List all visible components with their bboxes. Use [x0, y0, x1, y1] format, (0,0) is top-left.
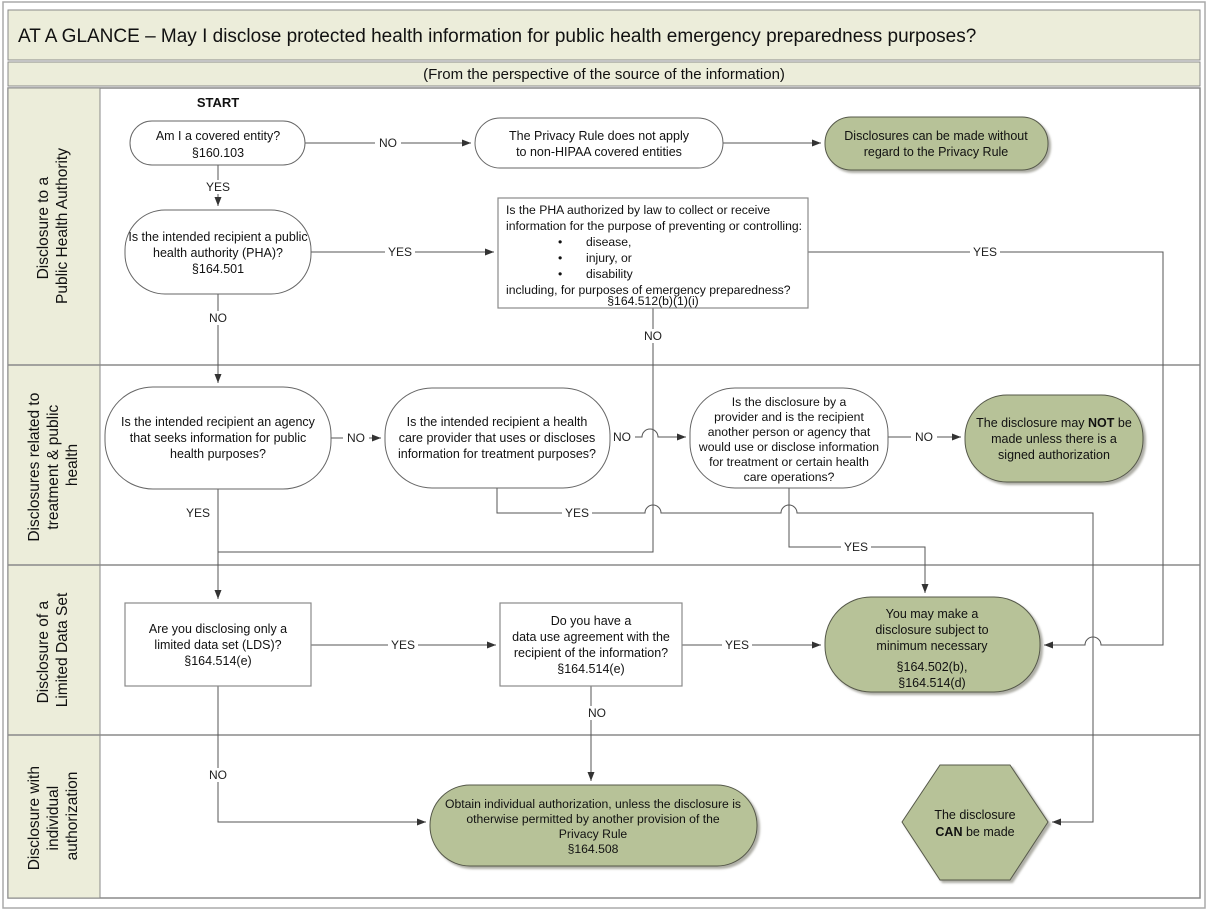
svg-text:Privacy Rule: Privacy Rule [558, 827, 628, 841]
bullet-disease: • disease, [558, 235, 632, 249]
label-yes-agency [183, 506, 213, 520]
svg-text:disclosure subject to: disclosure subject to [875, 623, 989, 637]
node-rule-not-apply [475, 118, 723, 168]
svg-text:Is the PHA authorized by law: Is the PHA authorized by law to collect or receive [506, 203, 771, 217]
lane-label-treatment-public-health: Disclosures related to treatment & public health [26, 392, 81, 542]
svg-text:including, for purposes of eme: including, for purposes of emergency preparedness? [506, 283, 791, 297]
svg-text:health purposes?: health purposes? [170, 447, 266, 461]
svg-text:Is the intended recipient a he: Is the intended recipient a health [406, 415, 588, 429]
node-agency-recipient [105, 387, 331, 489]
svg-text:made unless there is a: made unless there is a [991, 432, 1117, 446]
svg-text:regard to the Privacy Rule: regard to the Privacy Rule [863, 145, 1009, 159]
bullet-injury: • injury, or [558, 251, 632, 265]
svg-text:YES: YES [390, 638, 416, 652]
node-limited-data-set [125, 603, 311, 686]
svg-text:information for the purpose of: information for the purpose of preventing or controlling: [506, 219, 803, 233]
svg-text:recipient of the information?: recipient of the information? [513, 646, 669, 660]
label-no-lds [205, 768, 231, 782]
lane-label-individual-authorization: Disclosure with individual authorization [26, 766, 81, 871]
svg-text:NO: NO [613, 430, 631, 444]
label-no-agency [343, 431, 369, 445]
svg-text:NO: NO [379, 136, 397, 150]
svg-text:YES: YES [972, 245, 998, 259]
svg-text:information for treatment purp: information for treatment purposes? [397, 447, 597, 461]
svg-text:Are you disclosing only a: Are you disclosing only a [148, 622, 288, 636]
label-yes-provider [562, 506, 592, 520]
node-pha-recipient [125, 210, 311, 294]
svg-text:Is the intended recipient a pu: Is the intended recipient a public [128, 230, 308, 244]
svg-text:§164.508: §164.508 [567, 842, 619, 856]
can-be-made-line2: CAN be made [935, 825, 1015, 839]
svg-text:Do you have a: Do you have a [550, 614, 632, 628]
label-yes-dua [722, 638, 752, 652]
label-yes-pha [385, 245, 415, 259]
svg-text:NO: NO [644, 329, 662, 343]
label-no-dua [584, 706, 610, 720]
label-no-disclosure [911, 430, 937, 444]
svg-text:care provider that uses or dis: care provider that uses or discloses [398, 431, 596, 445]
svg-text:Is the disclosure by a: Is the disclosure by a [731, 395, 847, 409]
without-regard-shape [825, 117, 1048, 170]
svg-text:YES: YES [185, 506, 211, 520]
svg-text:minimum necessary: minimum necessary [876, 639, 988, 653]
node-minimum-necessary [825, 597, 1040, 692]
svg-text:NO: NO [209, 311, 227, 325]
label-yes-covered [203, 180, 233, 194]
svg-text:§164.514(d): §164.514(d) [898, 676, 966, 690]
label-yes-lds [388, 638, 418, 652]
svg-text:Is the intended recipient an a: Is the intended recipient an agency [121, 415, 315, 429]
node-obtain-authorization [430, 785, 757, 866]
lane-label-public-health-authority: Disclosure to a Public Health Authority [35, 148, 71, 304]
svg-text:YES: YES [724, 638, 750, 652]
svg-text:would use or disclose informat: would use or disclose information [698, 440, 880, 454]
node-provider-disclosure [690, 388, 888, 488]
svg-text:You may make a: You may make a [885, 607, 979, 621]
svg-text:§164.514(e): §164.514(e) [184, 654, 252, 668]
node-data-use-agreement [500, 603, 682, 686]
label-no-pha [205, 311, 231, 325]
svg-text:NO: NO [588, 706, 606, 720]
svg-text:data use agreement with the: data use agreement with the [512, 630, 670, 644]
lane-label-limited-data-set: Disclosure of a Limited Data Set [35, 592, 71, 708]
svg-text:YES: YES [205, 180, 231, 194]
bullet-disability: • disability [558, 267, 633, 281]
svg-text:health authority (PHA)?: health authority (PHA)? [153, 246, 283, 260]
node-pha-authorized [498, 198, 808, 308]
svg-text:The Privacy Rule does not appl: The Privacy Rule does not apply [509, 129, 689, 143]
label-no-covered [375, 136, 401, 150]
svg-text:§164.502(b),: §164.502(b), [896, 660, 968, 674]
svg-text:NO: NO [347, 431, 365, 445]
svg-text:§164.501: §164.501 [191, 262, 245, 276]
svg-text:Am I a covered entity?: Am I a covered entity? [155, 129, 281, 143]
svg-text:NO: NO [915, 430, 933, 444]
svg-text:care operations?: care operations? [743, 470, 835, 484]
svg-text:otherwise permitted by another: otherwise permitted by another provision of the [466, 812, 720, 826]
svg-text:§164.512(b)(1)(i): §164.512(b)(1)(i) [607, 294, 699, 308]
svg-text:for treatment or certain healt: for treatment or certain health [709, 455, 869, 469]
label-no-provider [609, 430, 635, 444]
start-label: START [196, 95, 240, 110]
svg-text:another person or agency that: another person or agency that [707, 425, 871, 439]
svg-text:provider and is the recipient: provider and is the recipient [714, 410, 864, 424]
svg-text:limited data set (LDS)?: limited data set (LDS)? [154, 638, 282, 652]
label-yes-authorized [970, 245, 1000, 259]
svg-text:NO: NO [209, 768, 227, 782]
rule-not-apply-shape [475, 118, 723, 168]
label-yes-disclosure [841, 540, 871, 554]
page-subtitle: (From the perspective of the source of the information) [423, 66, 785, 83]
svg-text:signed authorization: signed authorization [998, 448, 1110, 462]
svg-text:§160.103: §160.103 [191, 146, 245, 160]
svg-text:YES: YES [387, 245, 413, 259]
node-without-regard [825, 117, 1048, 170]
svg-text:The disclosure: The disclosure [934, 808, 1016, 822]
svg-text:Obtain individual authorizatio: Obtain individual authorization, unless the disclosure is [444, 797, 742, 811]
node-provider-recipient [385, 388, 610, 488]
node-covered-entity [130, 121, 305, 165]
svg-text:§164.514(e): §164.514(e) [557, 662, 625, 676]
svg-text:Disclosures can be made withou: Disclosures can be made without [844, 129, 1028, 143]
svg-text:YES: YES [843, 540, 869, 554]
svg-text:to non-HIPAA covered entities: to non-HIPAA covered entities [516, 145, 682, 159]
not-without-auth-line1: The disclosure may NOT be [976, 416, 1132, 430]
label-no-authorized [640, 329, 666, 343]
page-title: AT A GLANCE – May I disclose protected health information for public health emergency preparedness purposes? [18, 26, 977, 47]
svg-text:YES: YES [564, 506, 590, 520]
svg-text:that seeks information for pub: that seeks information for public [129, 431, 307, 445]
node-not-without-auth [965, 395, 1143, 482]
